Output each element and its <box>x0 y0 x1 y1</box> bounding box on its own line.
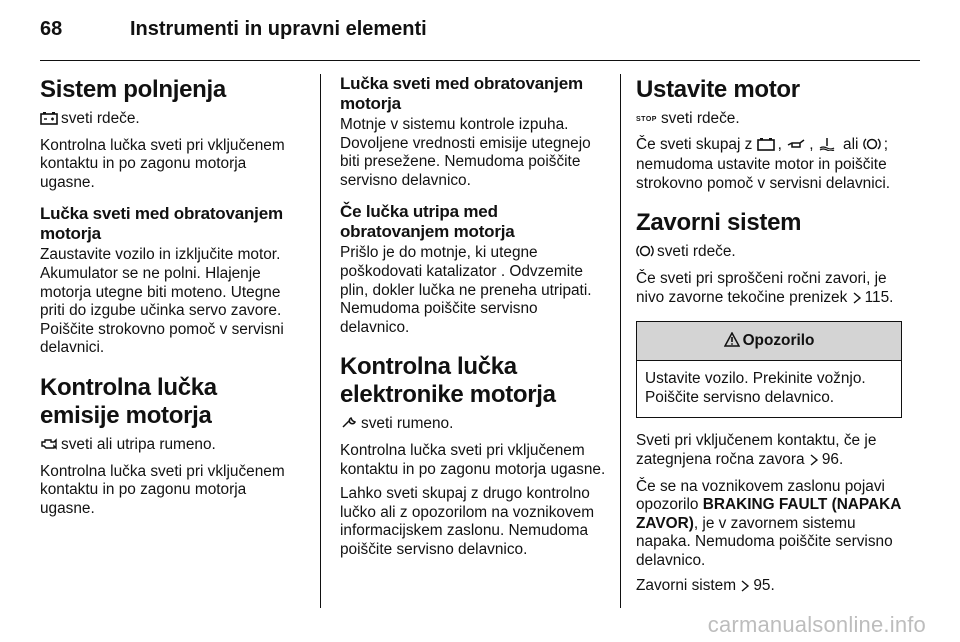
page-title: Instrumenti in upravni elementi <box>130 18 427 40</box>
page-reference-arrow-icon <box>809 453 819 472</box>
subsection-emission-blinking: Če lučka utripa med obratovanjem motorja <box>340 202 515 242</box>
engine-electronics-body-1: Kontrolna lučka sveti pri vključenem kontaktu in po zagonu motorja ugasne. <box>340 441 606 478</box>
emission-body: Kontrolna lučka sveti pri vključenem kontaktu in po zagonu motorja ugasne. <box>40 462 285 517</box>
brake-p2-message: BRAKING FAULT (NAPAKA ZAVOR) <box>636 496 901 532</box>
stop-body-suffix: nemudoma ustavite motor in poiščite strokovno pomoč v servisni delavnici. <box>636 156 891 192</box>
brake-body-text: Če sveti pri sproščeni ročni zavori, je nivo zavorne tekočine prenizek <box>636 269 887 306</box>
engine-electronics-body-2: Lahko sveti skupaj z drugo kontrolno lučko ali z opozorilom na voznikovem informacijskem zaslonu. Nemudoma poiščite servisno delavnico. <box>340 485 595 558</box>
page-reference-arrow-icon <box>852 291 862 310</box>
page-reference-arrow-icon <box>740 579 750 598</box>
column-divider-2 <box>620 74 621 608</box>
brake-system-icon <box>636 244 654 264</box>
subsection-charging-running: Lučka sveti med obratovanjem motorja <box>40 204 283 244</box>
subsection-emission-running: Lučka sveti med obratovanjem motorja <box>340 74 583 113</box>
section-title-stop-engine: Ustavite motor <box>636 76 800 103</box>
battery-icon <box>40 111 58 131</box>
engine-check-icon <box>40 437 58 457</box>
brake-p2-prefix: Če se na voznikovem zaslonu pojavi opozorilo <box>636 477 885 514</box>
warning-body: Ustavite vozilo. Prekinite vožnjo. Poiščite servisno delavnico. <box>645 370 866 406</box>
warning-box <box>636 321 902 418</box>
brake-p1 <box>636 432 902 471</box>
charging-status-text: sveti rdeče. <box>61 110 140 127</box>
column-3 <box>636 74 902 603</box>
section-title-charging: Sistem polnjenja <box>40 76 226 103</box>
engine-electronics-status-text: sveti rumeno. <box>361 415 454 433</box>
charging-running-body: Zaustavite vozilo in izključite motor. Akumulator se ne polni. Hlajenje motorja utegne biti moteno. Utegne priti do izgube učinka servo zavore. Poiščite strokovno pomoč v servisni delavnici. <box>40 246 284 357</box>
brake-p3 <box>636 577 902 598</box>
emission-blinking-body: Prišlo je do motnje, ki utegne poškodovati katalizator . Odvzemite plin, dokler lučka ne preneha utripati. Nemudoma poiščite servisno delavnico. <box>340 244 592 336</box>
brake-p2 <box>636 478 902 571</box>
oil-pressure-icon <box>786 137 806 157</box>
emission-status <box>40 436 302 457</box>
section-title-emission: Kontrolna lučka emisije motorja <box>40 373 217 429</box>
wrench-icon <box>340 416 358 436</box>
stop-status-text: sveti rdeče. <box>660 110 740 127</box>
charging-body: Kontrolna lučka sveti pri vključenem kontaktu in po zagonu motorja ugasne. <box>40 136 285 191</box>
warning-title: Opozorilo <box>742 332 815 350</box>
warning-header <box>637 322 901 361</box>
section-title-engine-electronics: Kontrolna lučka elektronike motorja <box>340 353 556 409</box>
brake-status-text: sveti rdeče. <box>657 243 736 261</box>
stop-status <box>636 110 902 130</box>
coolant-temperature-icon <box>818 137 836 157</box>
stop-body-or: ali <box>843 135 859 153</box>
brake-p3-text: Zavorni sistem <box>636 576 737 594</box>
brake-p1-text: Sveti pri vključenem kontaktu, če je zategnjena ročna zavora <box>636 432 877 468</box>
stop-icon: STOP <box>636 116 657 123</box>
brake-page-ref[interactable]: 115. <box>864 288 894 306</box>
engine-electronics-status <box>340 415 606 436</box>
column-divider-1 <box>320 74 321 608</box>
header-rule <box>40 60 920 61</box>
warning-triangle-icon <box>724 324 740 362</box>
page-header <box>40 14 920 44</box>
brake-p3-ref[interactable]: 95. <box>753 576 775 594</box>
charging-status <box>40 110 302 131</box>
column-2 <box>340 74 606 566</box>
stop-body-prefix: Če sveti skupaj z <box>636 135 753 153</box>
battery-icon <box>757 137 775 157</box>
emission-status-text: sveti ali utripa rumeno. <box>61 435 216 453</box>
section-title-brake-system: Zavorni sistem <box>636 209 802 237</box>
column-1 <box>40 74 302 524</box>
watermark: carmanualsonline.info <box>707 612 926 637</box>
brake-status <box>636 243 902 264</box>
brake-body <box>636 270 902 309</box>
page-number: 68 <box>40 18 63 40</box>
brake-p1-ref[interactable]: 96. <box>821 450 844 468</box>
brake-p2-suffix: , je v zavornem sistemu napaka. Nemudoma poiščite servisno delavnico. <box>636 514 893 569</box>
emission-running-body: Motnje v sistemu kontrole izpuha. Dovoljene vrednosti emisije utegnejo biti presežene. Nemudoma poiščite servisno delavnico. <box>340 116 591 189</box>
stop-body: Če sveti skupaj z , , ali ; nemudoma ustavite motor in poiščite strokovno pomoč v servisni delavnici. <box>636 135 891 192</box>
brake-system-icon <box>863 137 881 157</box>
